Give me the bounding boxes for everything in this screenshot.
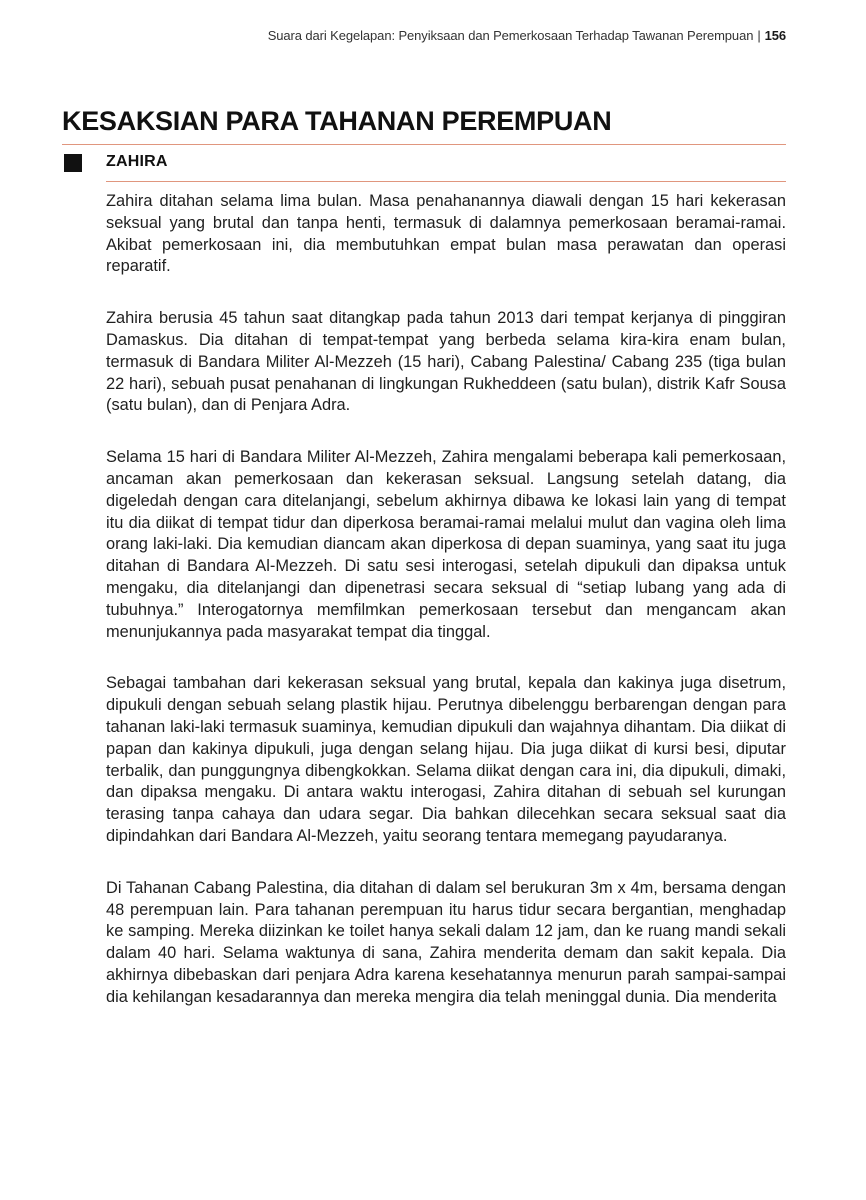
paragraph-1: Zahira ditahan selama lima bulan. Masa penahanannya diawali dengan 15 hari kekerasan seksual yang brutal dan tanpa henti, termasuk di dalamnya pemerkosaan beramai-ramai. Akibat pemerkosaan ini, dia membutuhkan empat bulan masa perawatan dan operasi reparatif. (106, 192, 786, 276)
running-header-separator: | (757, 28, 761, 43)
page-title: KESAKSIAN PARA TAHANAN PEREMPUAN (62, 106, 612, 136)
body-text (106, 191, 786, 1039)
running-header-title: Suara dari Kegelapan: Penyiksaan dan Pemerkosaan Terhadap Tawanan Perempuan (267, 28, 754, 43)
paragraph-5: Di Tahanan Cabang Palestina, dia ditahan di dalam sel berukuran 3m x 4m, bersama dengan 48 perempuan lain. Para tahanan perempuan itu harus tidur secara bergantian, menghadap ke samping. Mereka diizinkan ke toilet hanya sekali dalam 12 jam, dan ke ruang mandi sekali dalam 40 hari. Selama waktunya di sana, Zahira menderita demam dan sakit kepala. Dia akhirnya dibebaskan dari penjara Adra karena kesehatannya menurun parah sampai-sampai dia kehilangan kesadarannya dan mereka mengira dia telah meninggal dunia. Dia menderita (106, 878, 786, 1006)
running-header (268, 28, 786, 43)
section-divider (106, 181, 786, 182)
title-divider (62, 144, 786, 145)
paragraph-2: Zahira berusia 45 tahun saat ditangkap pada tahun 2013 dari tempat kerjanya di pinggiran Damaskus. Dia ditahan di tempat-tempat yang berbeda selama kira-kira enam bulan, termasuk di Bandara Militer Al-Mezzeh (15 hari), Cabang Palestina/ Cabang 235 (tiga bulan 22 hari), sebuah pusat penahanan di lingkungan Rukheddeen (satu bulan), distrik Kafr Sousa (satu bulan), dan di Penjara Adra. (106, 309, 786, 415)
paragraph-4: Sebagai tambahan dari kekerasan seksual yang brutal, kepala dan kakinya juga disetrum, dipukuli dengan sebuah selang plastik hijau. Perutnya dibelenggu berbarengan dengan para tahanan laki-laki termasuk suaminya, kemudian dipukuli dan wajahnya dihantam. Dia diikat di papan dan kakinya dipukuli, juga dengan selang hijau. Dia juga diikat di kursi besi, diputar terbalik, dan punggungnya dibengkokkan. Selama diikat dengan cara ini, dia dipukuli, dimaki, dan dipaksa mengaku. Di antara waktu interogasi, Zahira ditahan di sebuah sel kurungan terasing tanpa cahaya dan udara segar. Dia bahkan dilecehkan secara seksual saat dia dipindahkan dari Bandara Al-Mezzeh, yaitu seorang tentara memegang payudaranya. (106, 674, 786, 845)
section-title: ZAHIRA (106, 153, 168, 170)
paragraph-3: Selama 15 hari di Bandara Militer Al-Mezzeh, Zahira mengalami beberapa kali pemerkosaan, ancaman akan pemerkosaan dan kekerasan seksual. Langsung setelah datang, dia digeledah dengan cara ditelanjangi, sebelum akhirnya dibawa ke lokasi lain yang di tempat itu dia diikat di tempat tidur dan diperkosa beramai-ramai melalui mulut dan vagina oleh lima orang laki-laki. Dia kemudian diancam akan diperkosa di depan suaminya, yang saat itu juga ditahan di Bandara Al-Mezzeh. Di satu sesi interogasi, setelah dipukuli dan dipaksa untuk mengaku, dia ditelanjangi dan dipenetrasi secara seksual di “setiap lubang yang ada di tubuhnya.” Interogatornya memfilmkan pemerkosaan tersebut dan mengancam akan menunjukannya pada masyarakat tempat dia tinggal. (106, 448, 786, 641)
section-square-icon (64, 154, 82, 172)
page-number: 156 (764, 28, 786, 43)
